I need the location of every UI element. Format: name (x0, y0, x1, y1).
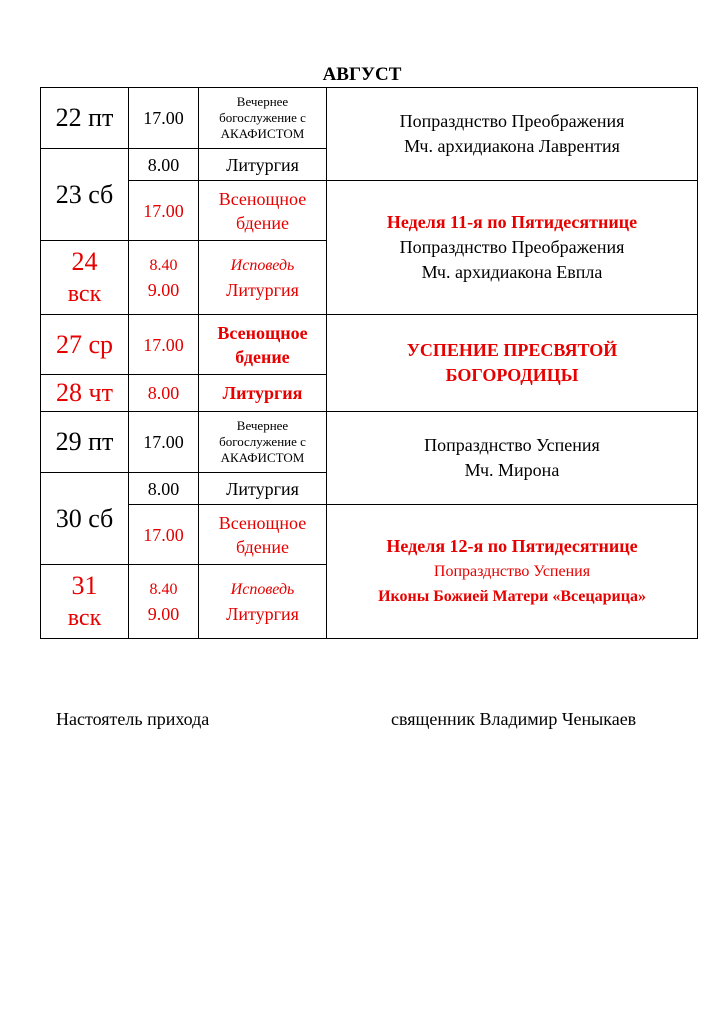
feast-line: Неделя 11-я по Пятидесятнице (386, 212, 638, 232)
service-line: бдение (235, 212, 290, 233)
day-cell: 23 сб (41, 149, 129, 241)
feast-cell (327, 181, 698, 315)
day-cell: 28 чт (41, 375, 129, 412)
service-cell (199, 315, 327, 375)
feast-line: Попразднство Преображения (399, 111, 625, 131)
service-line: богослужение с (219, 434, 306, 449)
service-cell: Литургия (199, 375, 327, 412)
feast-line: БОГОРОДИЦЫ (445, 365, 579, 385)
service-line: Литургия (226, 279, 299, 300)
feast-line: Попразднство Успения (424, 435, 600, 455)
day-cell (41, 241, 129, 315)
service-line: богослужение с (219, 110, 306, 125)
feast-line: Неделя 12-я по Пятидесятнице (386, 536, 638, 556)
service-line: Исповедь (230, 256, 295, 274)
time-line: 9.00 (147, 279, 180, 300)
day-cell: 22 пт (41, 88, 129, 149)
day-cell: 27 ср (41, 315, 129, 375)
service-cell (199, 181, 327, 241)
service-line: Всенощное (218, 512, 307, 533)
rector-title: Настоятель прихода (56, 709, 210, 729)
time-line: 8.40 (149, 580, 178, 598)
service-cell (199, 412, 327, 473)
day-cell: 29 пт (41, 412, 129, 473)
time-cell (129, 241, 199, 315)
service-line: АКАФИСТОМ (220, 126, 305, 141)
feast-line: Попразднство Успения (433, 563, 591, 580)
service-line: Вечернее (236, 418, 289, 433)
time-cell: 17.00 (129, 315, 199, 375)
feast-line: Иконы Божией Матери «Всецарица» (378, 588, 646, 605)
time-cell: 17.00 (129, 412, 199, 473)
service-cell (199, 565, 327, 639)
service-line: АКАФИСТОМ (220, 450, 305, 465)
feast-line: УСПЕНИЕ ПРЕСВЯТОЙ (406, 340, 618, 360)
time-cell: 17.00 (129, 88, 199, 149)
time-cell: 8.00 (129, 473, 199, 505)
feast-cell (327, 88, 698, 181)
feast-cell (327, 412, 698, 505)
service-cell (199, 505, 327, 565)
time-line: 8.40 (149, 256, 178, 274)
service-cell (199, 241, 327, 315)
service-cell: Литургия (199, 149, 327, 181)
service-line: Всенощное (218, 188, 307, 209)
day-weekday: вск (67, 280, 102, 307)
table-row (41, 181, 698, 241)
service-cell (199, 88, 327, 149)
feast-cell (327, 315, 698, 412)
service-line: Исповедь (230, 580, 295, 598)
day-cell: 30 сб (41, 473, 129, 565)
time-cell: 17.00 (129, 505, 199, 565)
service-line: Вечернее (236, 94, 289, 109)
day-cell (41, 565, 129, 639)
table-row (41, 315, 698, 375)
feast-cell (327, 505, 698, 639)
time-cell: 8.00 (129, 375, 199, 412)
day-weekday: вск (67, 604, 102, 631)
rector-name: священник Владимир Ченыкаев (391, 709, 637, 729)
service-line: бдение (235, 536, 290, 557)
page-title: АВГУСТ (322, 64, 402, 85)
schedule-table (40, 87, 698, 639)
service-line: бдение (235, 346, 290, 367)
time-line: 9.00 (147, 603, 180, 624)
service-line: Всенощное (217, 322, 308, 343)
day-number: 24 (71, 246, 98, 276)
feast-line: Мч. архидиакона Лаврентия (404, 136, 620, 156)
time-cell (129, 565, 199, 639)
day-number: 31 (71, 570, 98, 600)
feast-line: Мч. архидиакона Евпла (421, 262, 603, 282)
table-row (41, 412, 698, 473)
service-line: Литургия (226, 603, 299, 624)
table-row (41, 88, 698, 149)
time-cell: 8.00 (129, 149, 199, 181)
time-cell: 17.00 (129, 181, 199, 241)
feast-line: Мч. Мирона (464, 460, 560, 480)
service-cell: Литургия (199, 473, 327, 505)
table-row (41, 505, 698, 565)
feast-line: Попразднство Преображения (399, 237, 625, 257)
